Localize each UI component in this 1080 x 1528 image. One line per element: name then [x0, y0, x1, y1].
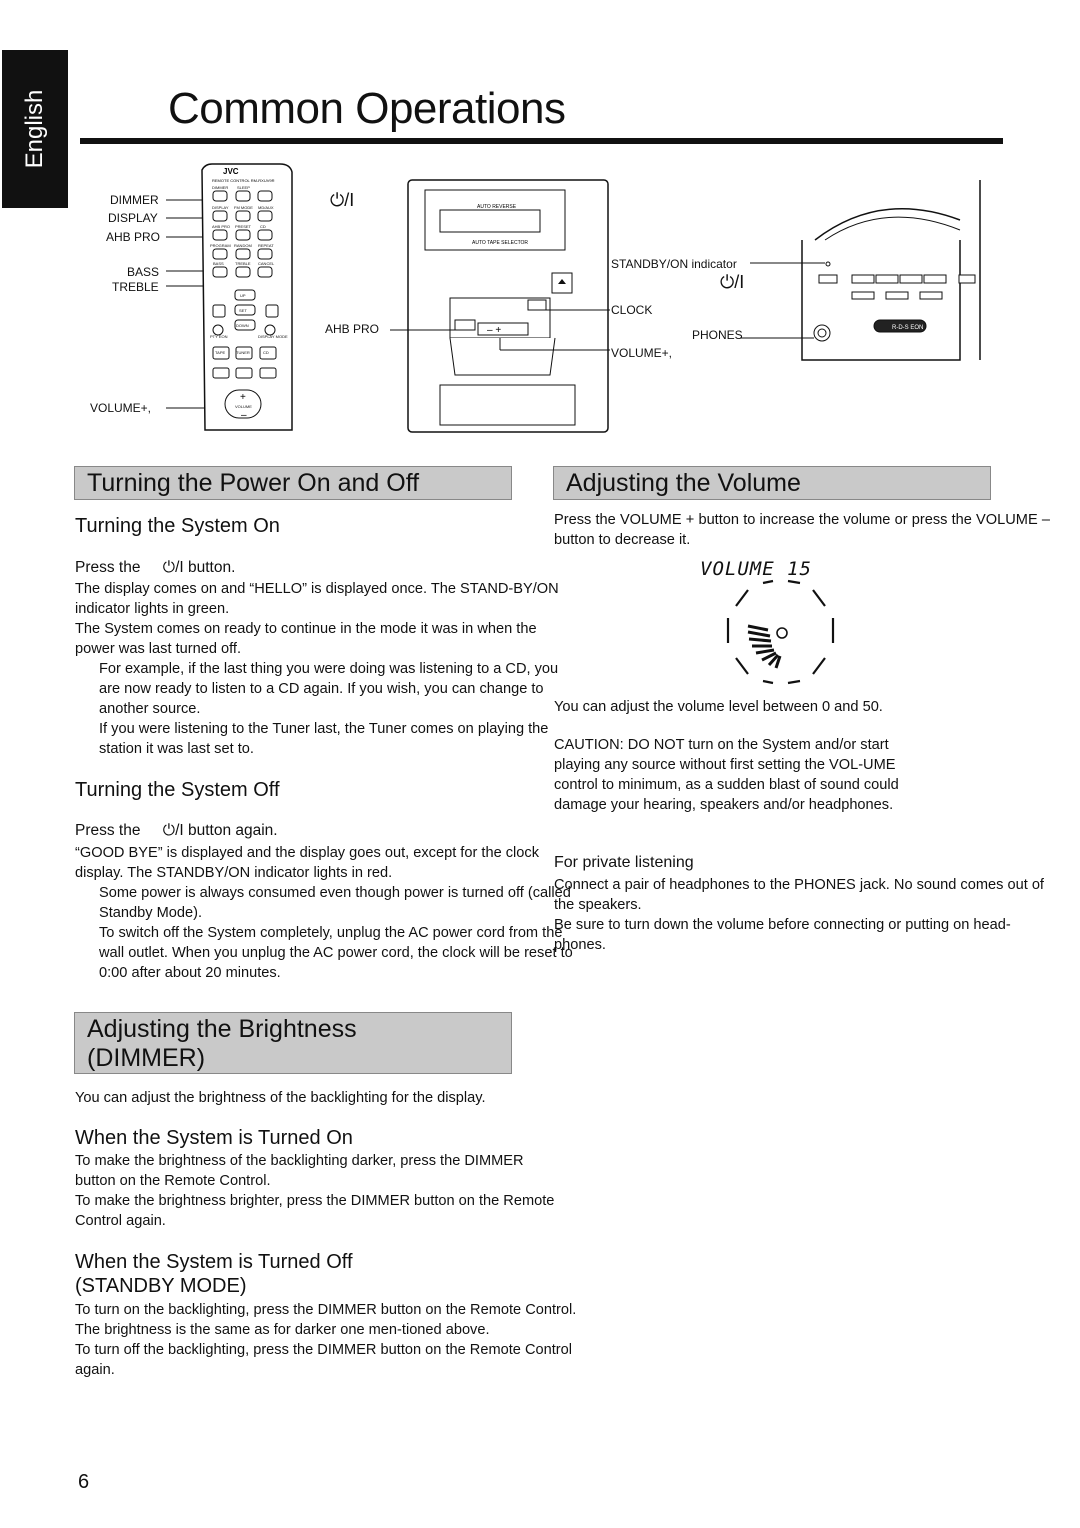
svg-text:PROGRAM: PROGRAM — [210, 243, 231, 248]
paragraph: Connect a pair of headphones to the PHONES jack. No sound comes out of the speakers. — [554, 877, 1044, 913]
figure-area — [80, 160, 1000, 435]
private-listening-heading: For private listening — [554, 854, 694, 871]
label-bass: BASS — [127, 265, 160, 279]
dimmer-off-heading-line2: (STANDBY MODE) — [75, 1275, 247, 1297]
label-display: DISPLAY — [108, 211, 158, 225]
label-volume-remote: VOLUME+, — [90, 401, 152, 415]
svg-text:–: – — [241, 410, 247, 421]
note: Some power is always consumed even though power is turned off (called Standby Mode). — [99, 885, 571, 921]
paragraph: The System comes on ready to continue in the mode it was in when the power was last turned off. — [75, 621, 537, 657]
svg-text:SET: SET — [239, 308, 247, 313]
svg-text:DIMMER: DIMMER — [212, 185, 229, 190]
svg-text:VOLUME: VOLUME — [235, 404, 252, 409]
svg-text:AUTO REVERSE: AUTO REVERSE — [477, 204, 517, 210]
paragraph: The display comes on and “HELLO” is displayed once. The STAND-BY/ON indicator lights in green. — [75, 581, 559, 617]
subheading-dimmer-on: When the System is Turned On — [75, 1127, 353, 1149]
subheading-system-on: Turning the System On — [75, 515, 280, 537]
page-title: Common Operations — [168, 84, 566, 133]
section-heading-power: Turning the Power On and Off — [74, 466, 512, 500]
paragraph: To turn on the backlighting, press the DIMMER button on the Remote Control. The brightness is the same as for darker one men-tioned above. — [75, 1302, 577, 1338]
svg-text:CD: CD — [260, 224, 266, 229]
paragraph: “GOOD BYE” is displayed and the display goes out, except for the clock display. The STANDBY/ON indicator lights in red. — [75, 845, 539, 881]
svg-text:DISPLAY MODE: DISPLAY MODE — [258, 334, 288, 339]
svg-text:– +: – + — [487, 325, 502, 336]
svg-text:AHB PRO: AHB PRO — [212, 224, 231, 229]
label-volume-unit: VOLUME+, — [611, 346, 673, 360]
label-ahb-pro: AHB PRO — [106, 230, 161, 244]
title-rule — [80, 138, 1003, 144]
svg-text:R-D-S EON: R-D-S EON — [892, 325, 924, 331]
dimmer-heading-line1: Adjusting the Brightness — [87, 1015, 357, 1043]
svg-text:TREBLE: TREBLE — [235, 261, 251, 266]
svg-text:REMOTE CONTROL RM-RXUV9R: REMOTE CONTROL RM-RXUV9R — [212, 178, 275, 183]
dimmer-heading-line2: (DIMMER) — [87, 1044, 206, 1072]
svg-text:PRESET: PRESET — [235, 224, 252, 229]
svg-text:AUTO TAPE SELECTOR: AUTO TAPE SELECTOR — [472, 240, 529, 246]
power-icon-inline-off: ⏻ — [162, 822, 176, 839]
paragraph: Be sure to turn down the volume before connecting or putting on head-phones. — [554, 917, 1011, 953]
paragraph: To make the brightness of the backlighting darker, press the DIMMER button on the Remote Control. — [75, 1153, 524, 1189]
step-off-pre: Press the — [75, 822, 141, 839]
volume-display-text: VOLUME 15 — [700, 558, 812, 580]
svg-text:TUNER: TUNER — [236, 350, 250, 355]
power-icon-remote: ⏻/I — [330, 190, 355, 210]
power-icon-unit: ⏻/I — [720, 272, 745, 292]
svg-text:CANCEL: CANCEL — [258, 261, 275, 266]
svg-text:SLEEP: SLEEP — [237, 185, 250, 190]
svg-text:PTY EON: PTY EON — [210, 334, 228, 339]
paragraph: To turn off the backlighting, press the DIMMER button on the Remote Control again. — [75, 1342, 572, 1378]
step-off-post: /I button again. — [175, 822, 278, 839]
svg-text:FM MODE: FM MODE — [234, 205, 253, 210]
step-on-pre: Press the — [75, 559, 141, 576]
dimmer-on-text — [75, 1151, 565, 1231]
dimmer-off-text — [75, 1300, 580, 1380]
volume-caution: CAUTION: DO NOT turn on the System and/or start playing any source without first setting the VOL-UME control to minimum, as a sudden blast of sound could damage your hearing, speakers and/or headphones. — [554, 737, 899, 813]
volume-dial-icon — [718, 578, 848, 690]
svg-text:MD/AUX: MD/AUX — [258, 205, 274, 210]
svg-text:RANDOM: RANDOM — [234, 243, 252, 248]
language-tab-label: English — [21, 89, 48, 169]
remote-brand: JVC — [223, 167, 239, 176]
note: For example, if the last thing you were doing was listening to a CD, you are now ready to listen to a CD again. If you wish, you can change to another source. — [99, 661, 559, 717]
label-clock: CLOCK — [611, 303, 653, 317]
step-on-post: /I button. — [175, 559, 236, 576]
svg-text:CD: CD — [263, 350, 269, 355]
label-standby-indicator: STANDBY/ON indicator — [611, 257, 737, 271]
svg-text:DISPLAY: DISPLAY — [212, 205, 229, 210]
svg-text:BASS: BASS — [213, 261, 224, 266]
subheading-system-off: Turning the System Off — [75, 779, 280, 801]
page-number: 6 — [78, 1471, 90, 1493]
subheading-dimmer-off — [75, 1250, 353, 1298]
section-heading-volume: Adjusting the Volume — [553, 466, 991, 500]
note: To switch off the System completely, unplug the AC power cord from the wall outlet. When you unplug the AC power cord, the clock will be reset to 0:00 after about 20 minutes. — [99, 925, 573, 981]
label-treble: TREBLE — [112, 280, 159, 294]
label-phones: PHONES — [692, 328, 743, 342]
system-off-text — [75, 843, 580, 983]
label-dimmer: DIMMER — [110, 193, 159, 207]
section-heading-dimmer — [74, 1012, 512, 1074]
system-on-text — [75, 579, 580, 759]
equipment-illustration — [80, 160, 1000, 435]
svg-text:+: + — [240, 392, 246, 403]
svg-text:REPEAT: REPEAT — [258, 243, 274, 248]
volume-range-text: You can adjust the volume level between 0 and 50. — [554, 699, 883, 715]
dimmer-off-heading-line1: When the System is Turned Off — [75, 1251, 353, 1273]
svg-text:DOWN: DOWN — [236, 323, 249, 328]
paragraph: To make the brightness brighter, press the DIMMER button on the Remote Control again. — [75, 1193, 555, 1229]
label-ahb-pro-unit: AHB PRO — [325, 322, 380, 336]
power-icon-inline-on: ⏻ — [162, 559, 176, 576]
step-system-on — [75, 558, 565, 578]
volume-intro: Press the VOLUME + button to increase the volume or press the VOLUME – button to decrease it. — [554, 512, 1050, 548]
private-listening-text — [554, 875, 1059, 955]
language-tab — [2, 50, 68, 208]
svg-text:UP: UP — [240, 293, 246, 298]
dimmer-intro: You can adjust the brightness of the backlighting for the display. — [75, 1090, 486, 1106]
step-system-off — [75, 821, 565, 841]
svg-text:TAPE: TAPE — [215, 350, 226, 355]
note: If you were listening to the Tuner last, the Tuner comes on playing the station it was last set to. — [99, 721, 549, 757]
